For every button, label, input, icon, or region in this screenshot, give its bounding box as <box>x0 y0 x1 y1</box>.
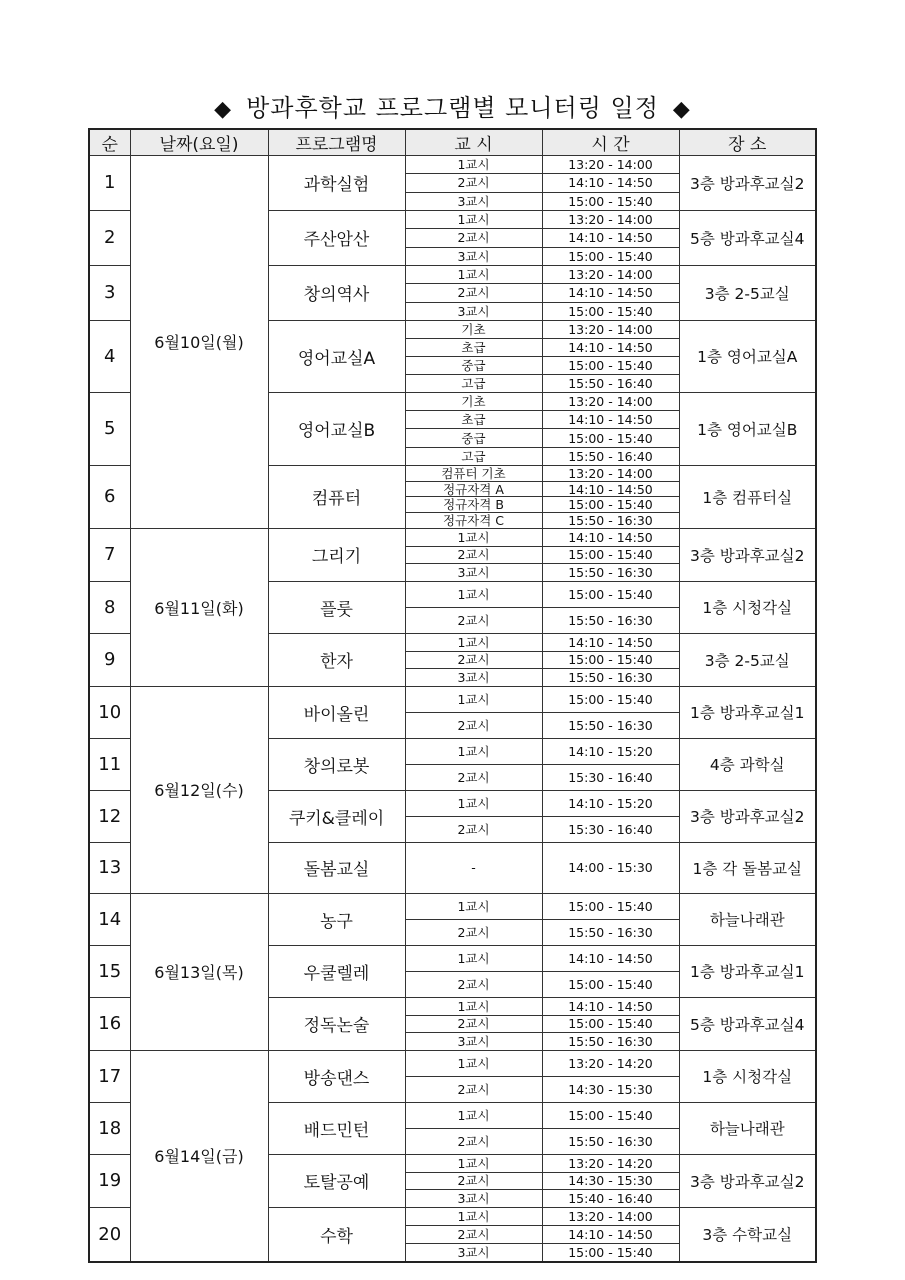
time-cell: 15:00 - 15:40 <box>542 497 679 513</box>
table-row <box>89 893 816 919</box>
row-number: 11 <box>89 738 130 790</box>
program-name: 토탈공예 <box>268 1154 405 1207</box>
period-cell: 1교시 <box>405 738 542 764</box>
row-number: 18 <box>89 1102 130 1154</box>
program-name: 영어교실A <box>268 320 405 392</box>
time-cell: 14:30 - 15:30 <box>542 1172 679 1190</box>
place-cell: 3층 방과후교실2 <box>679 790 816 842</box>
time-cell: 15:50 - 16:30 <box>542 669 679 687</box>
period-cell: 중급 <box>405 429 542 447</box>
program-name: 플룻 <box>268 581 405 633</box>
row-number: 14 <box>89 893 130 945</box>
header-place: 장 소 <box>679 129 816 156</box>
period-cell: 3교시 <box>405 669 542 687</box>
program-name: 쿠키&클레이 <box>268 790 405 842</box>
program-name: 배드민턴 <box>268 1102 405 1154</box>
period-cell: 1교시 <box>405 790 542 816</box>
date-cell: 6월13일(목) <box>130 893 268 1050</box>
table-row <box>89 1050 816 1076</box>
program-name: 창의역사 <box>268 265 405 320</box>
period-cell: 1교시 <box>405 265 542 283</box>
program-name: 과학실험 <box>268 156 405 211</box>
time-cell: 15:00 - 15:40 <box>542 429 679 447</box>
period-cell: 1교시 <box>405 893 542 919</box>
row-number: 10 <box>89 686 130 738</box>
program-name: 영어교실B <box>268 392 405 465</box>
time-cell: 13:20 - 14:00 <box>542 320 679 338</box>
time-cell: 15:00 - 15:40 <box>542 971 679 997</box>
period-cell: 3교시 <box>405 1033 542 1051</box>
time-cell: 14:10 - 14:50 <box>542 945 679 971</box>
time-cell: 13:20 - 14:00 <box>542 465 679 481</box>
period-cell: 2교시 <box>405 174 542 192</box>
date-cell: 6월10일(월) <box>130 156 268 529</box>
row-number: 19 <box>89 1154 130 1207</box>
time-cell: 15:00 - 15:40 <box>542 1243 679 1262</box>
period-cell: 2교시 <box>405 764 542 790</box>
place-cell: 하늘나래관 <box>679 893 816 945</box>
period-cell: 2교시 <box>405 1225 542 1243</box>
period-cell: 고급 <box>405 447 542 465</box>
row-number: 12 <box>89 790 130 842</box>
period-cell: 1교시 <box>405 156 542 174</box>
place-cell: 3층 방과후교실2 <box>679 1154 816 1207</box>
header-date: 날짜(요일) <box>130 129 268 156</box>
time-cell: 15:50 - 16:30 <box>542 1033 679 1051</box>
page-title <box>0 88 905 123</box>
diamond-bullet-icon: ◆ <box>672 97 691 122</box>
place-cell: 1층 시청각실 <box>679 1050 816 1102</box>
time-cell: 15:50 - 16:30 <box>542 1128 679 1154</box>
row-number: 9 <box>89 633 130 686</box>
time-cell: 14:10 - 14:50 <box>542 338 679 356</box>
time-cell: 13:20 - 14:00 <box>542 392 679 410</box>
period-cell: 3교시 <box>405 302 542 320</box>
time-cell: 14:10 - 14:50 <box>542 1225 679 1243</box>
period-cell: 1교시 <box>405 997 542 1015</box>
row-number: 2 <box>89 210 130 265</box>
period-cell: 3교시 <box>405 1243 542 1262</box>
period-cell: 2교시 <box>405 607 542 633</box>
time-cell: 13:20 - 14:00 <box>542 265 679 283</box>
period-cell: 1교시 <box>405 1207 542 1225</box>
header-time: 시 간 <box>542 129 679 156</box>
period-cell: 기초 <box>405 320 542 338</box>
program-name: 그리기 <box>268 528 405 581</box>
time-cell: 14:30 - 15:30 <box>542 1076 679 1102</box>
period-cell: 1교시 <box>405 210 542 228</box>
place-cell: 3층 수학교실 <box>679 1207 816 1262</box>
time-cell: 15:50 - 16:40 <box>542 447 679 465</box>
table-body <box>89 156 816 1262</box>
place-cell: 1층 영어교실A <box>679 320 816 392</box>
place-cell: 3층 방과후교실2 <box>679 156 816 211</box>
time-cell: 15:00 - 15:40 <box>542 651 679 669</box>
period-cell: 2교시 <box>405 712 542 738</box>
program-name: 컴퓨터 <box>268 465 405 528</box>
program-name: 돌봄교실 <box>268 842 405 893</box>
table-row <box>89 156 816 174</box>
time-cell: 15:30 - 16:40 <box>542 816 679 842</box>
place-cell: 1층 컴퓨터실 <box>679 465 816 528</box>
time-cell: 14:10 - 14:50 <box>542 174 679 192</box>
time-cell: 15:00 - 15:40 <box>542 686 679 712</box>
header-program: 프로그램명 <box>268 129 405 156</box>
time-cell: 13:20 - 14:20 <box>542 1050 679 1076</box>
time-cell: 15:50 - 16:30 <box>542 607 679 633</box>
period-cell: 정규자격 A <box>405 481 542 497</box>
place-cell: 1층 방과후교실1 <box>679 686 816 738</box>
period-cell: 1교시 <box>405 686 542 712</box>
place-cell: 5층 방과후교실4 <box>679 210 816 265</box>
row-number: 3 <box>89 265 130 320</box>
period-cell: 2교시 <box>405 816 542 842</box>
period-cell: 1교시 <box>405 528 542 546</box>
row-number: 15 <box>89 945 130 997</box>
time-cell: 14:10 - 14:50 <box>542 284 679 302</box>
row-number: 8 <box>89 581 130 633</box>
program-name: 주산암산 <box>268 210 405 265</box>
period-cell: 2교시 <box>405 1015 542 1033</box>
period-cell: 3교시 <box>405 564 542 582</box>
table-row <box>89 528 816 546</box>
period-cell: 중급 <box>405 356 542 374</box>
place-cell: 3층 2-5교실 <box>679 633 816 686</box>
program-name: 농구 <box>268 893 405 945</box>
time-cell: 15:00 - 15:40 <box>542 546 679 564</box>
diamond-bullet-icon: ◆ <box>214 97 233 122</box>
row-number: 5 <box>89 392 130 465</box>
place-cell: 1층 각 돌봄교실 <box>679 842 816 893</box>
time-cell: 14:10 - 14:50 <box>542 528 679 546</box>
time-cell: 15:00 - 15:40 <box>542 247 679 265</box>
period-cell: 고급 <box>405 374 542 392</box>
period-cell: 1교시 <box>405 581 542 607</box>
period-cell: 1교시 <box>405 1154 542 1172</box>
period-cell: 3교시 <box>405 247 542 265</box>
row-number: 16 <box>89 997 130 1050</box>
header-period: 교 시 <box>405 129 542 156</box>
period-cell: 1교시 <box>405 633 542 651</box>
period-cell: 1교시 <box>405 945 542 971</box>
time-cell: 14:10 - 14:50 <box>542 997 679 1015</box>
place-cell: 5층 방과후교실4 <box>679 997 816 1050</box>
time-cell: 14:10 - 14:50 <box>542 411 679 429</box>
time-cell: 13:20 - 14:00 <box>542 1207 679 1225</box>
time-cell: 15:00 - 15:40 <box>542 1102 679 1128</box>
time-cell: 13:20 - 14:00 <box>542 156 679 174</box>
program-name: 한자 <box>268 633 405 686</box>
period-cell: 컴퓨터 기초 <box>405 465 542 481</box>
period-cell: 초급 <box>405 338 542 356</box>
place-cell: 3층 방과후교실2 <box>679 528 816 581</box>
period-cell: 2교시 <box>405 1128 542 1154</box>
period-cell: 2교시 <box>405 1172 542 1190</box>
period-cell: 2교시 <box>405 284 542 302</box>
header-no: 순 <box>89 129 130 156</box>
program-name: 우쿨렐레 <box>268 945 405 997</box>
table-header-row <box>89 129 816 156</box>
time-cell: 15:00 - 15:40 <box>542 1015 679 1033</box>
time-cell: 14:10 - 14:50 <box>542 633 679 651</box>
time-cell: 15:00 - 15:40 <box>542 581 679 607</box>
place-cell: 하늘나래관 <box>679 1102 816 1154</box>
period-cell: 2교시 <box>405 919 542 945</box>
row-number: 17 <box>89 1050 130 1102</box>
table-row <box>89 686 816 712</box>
program-name: 바이올린 <box>268 686 405 738</box>
period-cell: 1교시 <box>405 1102 542 1128</box>
period-cell: 2교시 <box>405 971 542 997</box>
time-cell: 14:10 - 15:20 <box>542 738 679 764</box>
time-cell: 15:50 - 16:30 <box>542 564 679 582</box>
time-cell: 15:00 - 15:40 <box>542 302 679 320</box>
period-cell: 3교시 <box>405 1190 542 1208</box>
period-cell: - <box>405 842 542 893</box>
time-cell: 15:00 - 15:40 <box>542 192 679 210</box>
program-name: 창의로봇 <box>268 738 405 790</box>
period-cell: 2교시 <box>405 546 542 564</box>
date-cell: 6월14일(금) <box>130 1050 268 1261</box>
time-cell: 14:10 - 14:50 <box>542 229 679 247</box>
date-cell: 6월11일(화) <box>130 528 268 686</box>
place-cell: 1층 영어교실B <box>679 392 816 465</box>
place-cell: 1층 시청각실 <box>679 581 816 633</box>
row-number: 20 <box>89 1207 130 1262</box>
time-cell: 15:50 - 16:30 <box>542 919 679 945</box>
schedule-table <box>88 128 817 1263</box>
time-cell: 15:00 - 15:40 <box>542 893 679 919</box>
time-cell: 15:50 - 16:40 <box>542 374 679 392</box>
row-number: 6 <box>89 465 130 528</box>
place-cell: 3층 2-5교실 <box>679 265 816 320</box>
time-cell: 14:00 - 15:30 <box>542 842 679 893</box>
time-cell: 15:50 - 16:30 <box>542 513 679 529</box>
place-cell: 4층 과학실 <box>679 738 816 790</box>
time-cell: 14:10 - 15:20 <box>542 790 679 816</box>
date-cell: 6월12일(수) <box>130 686 268 893</box>
program-name: 방송댄스 <box>268 1050 405 1102</box>
time-cell: 15:40 - 16:40 <box>542 1190 679 1208</box>
period-cell: 2교시 <box>405 651 542 669</box>
period-cell: 3교시 <box>405 192 542 210</box>
time-cell: 14:10 - 14:50 <box>542 481 679 497</box>
row-number: 7 <box>89 528 130 581</box>
period-cell: 정규자격 C <box>405 513 542 529</box>
row-number: 13 <box>89 842 130 893</box>
place-cell: 1층 방과후교실1 <box>679 945 816 997</box>
time-cell: 13:20 - 14:00 <box>542 210 679 228</box>
period-cell: 정규자격 B <box>405 497 542 513</box>
time-cell: 15:30 - 16:40 <box>542 764 679 790</box>
time-cell: 15:50 - 16:30 <box>542 712 679 738</box>
period-cell: 2교시 <box>405 229 542 247</box>
row-number: 1 <box>89 156 130 211</box>
program-name: 정독논술 <box>268 997 405 1050</box>
period-cell: 2교시 <box>405 1076 542 1102</box>
time-cell: 15:00 - 15:40 <box>542 356 679 374</box>
title-text: 방과후학교 프로그램별 모니터링 일정 <box>246 94 659 122</box>
program-name: 수학 <box>268 1207 405 1262</box>
period-cell: 1교시 <box>405 1050 542 1076</box>
period-cell: 초급 <box>405 411 542 429</box>
row-number: 4 <box>89 320 130 392</box>
period-cell: 기초 <box>405 392 542 410</box>
time-cell: 13:20 - 14:20 <box>542 1154 679 1172</box>
